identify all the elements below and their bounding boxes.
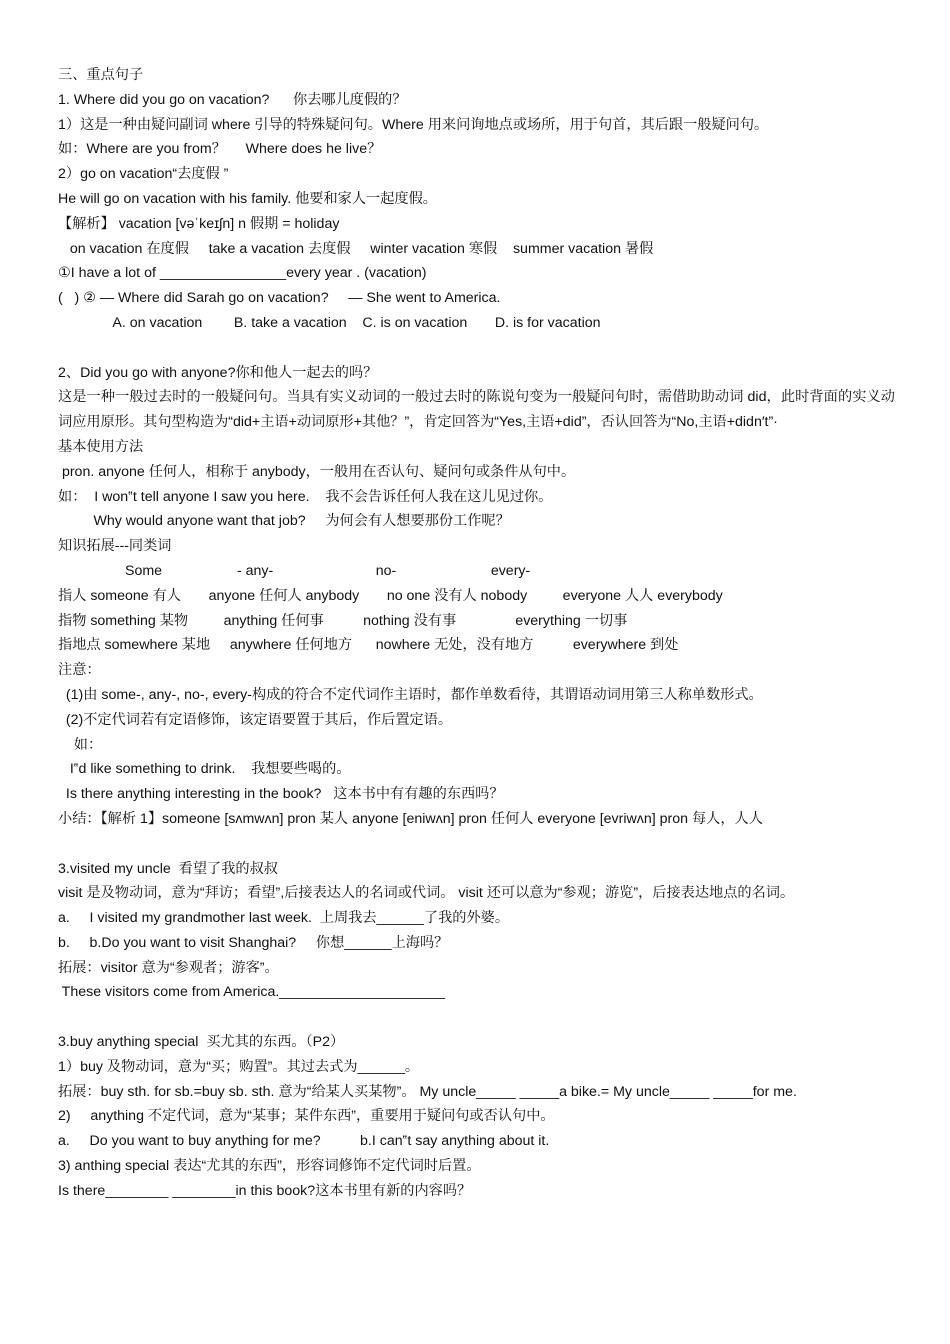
phrase-list: on vacation 在度假 take a vacation 去度假 winter vacation 寒假 summer vacation 暑假 <box>58 240 654 257</box>
example-line: I‟d like something to drink. 我想要些喝的。 <box>58 761 351 778</box>
exercise-line: ( ) ② — Where did Sarah go on vacation? — She went to America. <box>58 290 501 307</box>
text-line: 1）这是一种由疑问副词 where 引导的特殊疑问句。Where 用来问询地点或场所，用于句首，其后跟一般疑问句。 <box>58 116 769 133</box>
extension-line: 拓展：visitor 意为“参观者；游客”。 <box>58 959 279 976</box>
example-line: 如：Where are you from？ Where does he live？ <box>58 141 382 158</box>
subheading: 知识拓展---同类词 <box>58 538 172 555</box>
text-line: 3) anthing special 表达“尤其的东西”，形容词修饰不定代词时后置。 <box>58 1158 481 1175</box>
exercise-line: ①I have a lot of ________________every year . (vacation) <box>58 265 427 282</box>
example-line: 如： I won‟t tell anyone I saw you here. 我不会告诉任何人我在这儿见过你。 <box>58 488 553 505</box>
paragraph: 这是一种一般过去时的一般疑问句。当具有实义动词的一般过去时的陈说句变为一般疑问句时，需借助助动词 did，此时背面的实义动词应用原形。其句型构造为“did+主语+动词原形+其他？”，肯定回答为“Yes,主语+did”，否认回答为“No,主语+didn′t”· <box>58 389 895 431</box>
exercise-line: These visitors come from America._____________________ <box>58 984 445 1001</box>
table-row: 指物 something 某物 anything 任何事 nothing 没有事 everything 一切事 <box>58 612 628 629</box>
example-line: He will go on vacation with his family. 他要和家人一起度假。 <box>58 190 437 207</box>
table-header: Some - any- no- every- <box>58 562 531 579</box>
example-line: Is there anything interesting in the book? 这本书中有有趣的东西吗？ <box>58 786 504 803</box>
blank-line <box>58 832 895 857</box>
text-line: 2) anything 不定代词，意为“某事；某件东西”，重要用于疑问句或否认句中。 <box>58 1108 555 1125</box>
exercise-options: A. on vacation B. take a vacation C. is on vacation D. is for vacation <box>58 314 601 331</box>
summary-line: 小结：【解析 1】someone [sʌmwʌn] pron 某人 anyone [eniwʌn] pron 任何人 everyone [evriwʌn] pron 每人，人人 <box>58 810 763 827</box>
blank-line <box>58 336 895 361</box>
example-label: 如： <box>58 736 103 753</box>
sentence-1-title: 1. Where did you go on vacation? 你去哪儿度假的？ <box>58 91 407 108</box>
exercise-line: b. b.Do you want to visit Shanghai? 你想______上海吗？ <box>58 934 449 951</box>
text-line: pron. anyone 任何人，相称于 anybody，一般用在否认句、疑问句或条件从句中。 <box>58 463 576 480</box>
exercise-line: a. I visited my grandmother last week. 上周我去______了我的外婆。 <box>58 910 510 927</box>
table-row: 指人 someone 有人 anyone 任何人 anybody no one 没有人 nobody everyone 人人 everybody <box>58 587 723 604</box>
sentence-4-title: 3.buy anything special 买尤其的东西。（P2） <box>58 1034 345 1051</box>
note-line: (2)不定代词若有定语修饰，该定语要置于其后，作后置定语。 <box>58 711 453 728</box>
sentence-2-title: 2、Did you go with anyone?你和他人一起去的吗？ <box>58 364 378 381</box>
table-row: 指地点 somewhere 某地 anywhere 任何地方 nowhere 无处，没有地方 everywhere 到处 <box>58 637 679 654</box>
sentence-3-title: 3.visited my uncle 看望了我的叔叔 <box>58 860 278 877</box>
paragraph: visit 是及物动词，意为“拜访；看望”,后接表达人的名词或代词。 visit 还可以意为“参观；游览”，后接表达地点的名词。 <box>58 885 795 902</box>
section-heading: 三、重点句子 <box>58 67 144 83</box>
text-line: 1）buy 及物动词，意为“买；购置”。其过去式为______。 <box>58 1058 420 1075</box>
example-line: a. Do you want to buy anything for me? b.I can‟t say anything about it. <box>58 1133 550 1150</box>
text-line: 2）go on vacation“去度假 ” <box>58 166 229 183</box>
analysis-line: 【解析】 vacation [vəˈkeɪʃn] n 假期 = holiday <box>58 215 340 232</box>
exercise-line: Is there________ ________in this book?这本书里有新的内容吗？ <box>58 1182 472 1199</box>
note-line: (1)由 some-, any-, no-, every-构成的符合不定代词作主语时，都作单数看待，其谓语动词用第三人称单数形式。 <box>58 686 763 703</box>
extension-line: 拓展：buy sth. for sb.=buy sb. sth. 意为“给某人买某物”。 My uncle_____ _____a bike.= My uncle_____ _____for me. <box>58 1083 797 1100</box>
example-line: Why would anyone want that job? 为何会有人想要那份工作呢？ <box>58 513 510 530</box>
blank-line <box>58 1005 895 1030</box>
subheading: 基本使用方法 <box>58 438 144 455</box>
note-heading: 注意： <box>58 662 101 679</box>
